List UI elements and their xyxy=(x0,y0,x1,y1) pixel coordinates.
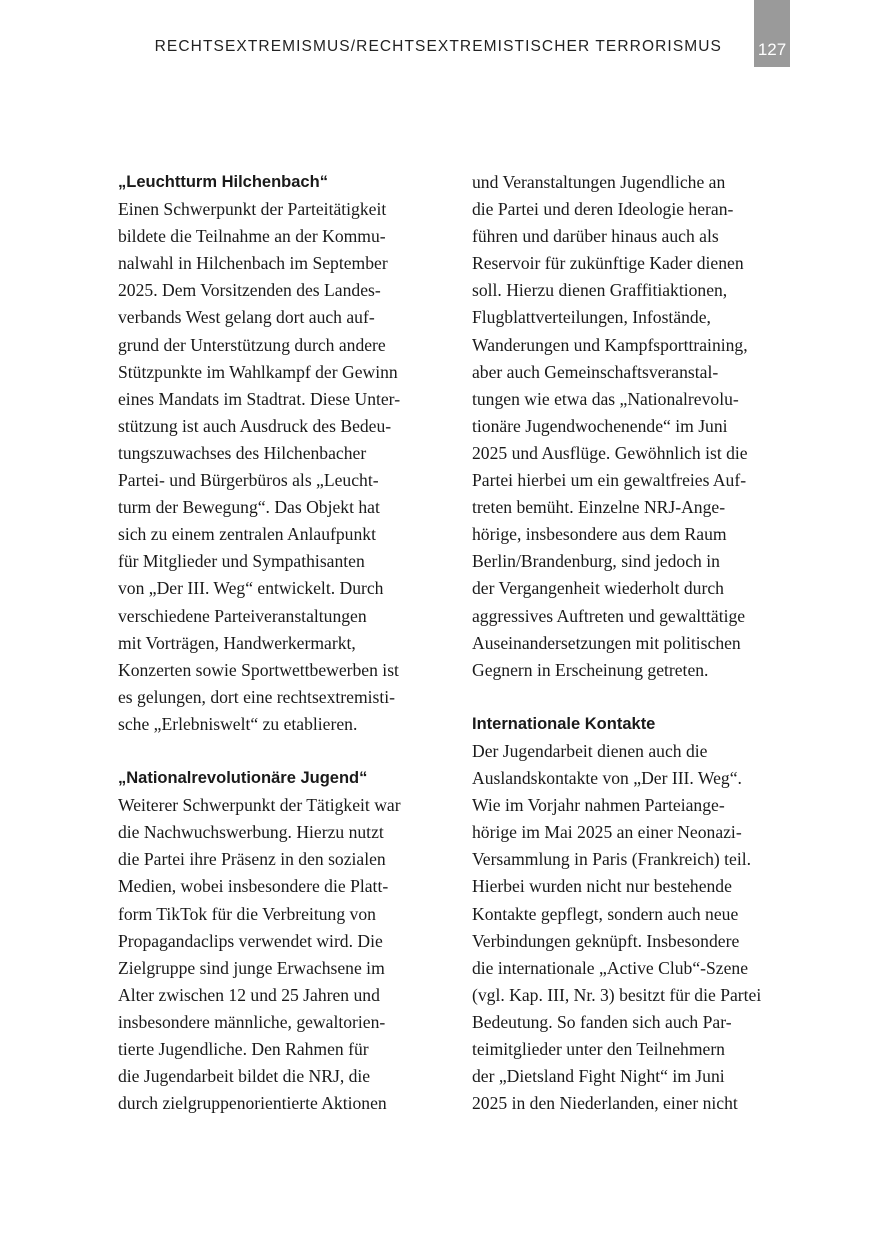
section-body-jugend xyxy=(118,792,440,1117)
paragraph-gap xyxy=(118,738,440,765)
text-line: die Jugendarbeit bildet die NRJ, die xyxy=(118,1066,371,1087)
text-line: verbands West gelang dort auch auf- xyxy=(118,307,375,328)
text-line: soll. Hierzu dienen Graffitiaktionen, xyxy=(472,280,728,301)
section-body-leuchtturm xyxy=(118,196,440,738)
text-line: teimitglieder unter den Teilnehmern xyxy=(472,1039,725,1059)
text-line: Verbindungen geknüpft. Insbesondere xyxy=(472,930,740,951)
page-number: 127 xyxy=(757,40,787,59)
text-line: Wie im Vorjahr nahmen Parteiange- xyxy=(472,795,725,816)
text-line: der Vergangenheit wiederholt durch xyxy=(472,578,724,599)
text-line: die Partei ihre Präsenz in den sozialen xyxy=(118,849,386,870)
text-line: Kontakte gepflegt, sondern auch neue xyxy=(472,903,739,924)
text-line: treten bemüht. Einzelne NRJ-Ange- xyxy=(472,497,726,518)
text-line: es gelungen, dort eine rechtsextremisti- xyxy=(118,686,396,707)
text-line: Konzerten sowie Sportwettbewerben ist xyxy=(118,659,399,680)
text-line: Berlin/Brandenburg, sind jedoch in xyxy=(472,551,720,572)
text-line: Einen Schwerpunkt der Parteitätigkeit xyxy=(118,199,387,220)
text-line: Flugblattverteilungen, Infostände, xyxy=(472,307,711,328)
text-line: für Mitglieder und Sympathisanten xyxy=(118,551,365,572)
text-line: Stützpunkte im Wahlkampf der Gewinn xyxy=(118,361,398,382)
text-line: die Partei und deren Ideologie heran- xyxy=(472,199,734,220)
text-line: Alter zwischen 12 und 25 Jahren und xyxy=(118,984,380,1005)
text-line: Bedeutung. So fanden sich auch Par- xyxy=(472,1011,732,1032)
text-line: nalwahl in Hilchenbach im September xyxy=(118,253,388,274)
text-line: aggressives Auftreten und gewalttätige xyxy=(472,605,746,626)
section-heading-jugend: „Nationalrevolutionäre Jugend“ xyxy=(118,769,368,788)
text-line: (vgl. Kap. III, Nr. 3) besitzt für die Partei xyxy=(472,984,762,1005)
text-line: durch zielgruppenorientierte Aktionen xyxy=(118,1093,387,1114)
text-line: die Nachwuchswerbung. Hierzu nutzt xyxy=(118,822,384,843)
text-line: tierte Jugendliche. Den Rahmen für xyxy=(118,1039,369,1059)
text-line: Propagandaclips verwendet wird. Die xyxy=(118,930,383,951)
text-line: Partei hierbei um ein gewaltfreies Auf- xyxy=(472,470,747,491)
text-line: insbesondere männliche, gewaltorien- xyxy=(118,1011,386,1032)
text-line: der „Dietsland Fight Night“ im Juni xyxy=(472,1066,725,1087)
text-line: Zielgruppe sind junge Erwachsene im xyxy=(118,957,385,978)
text-line: Partei- und Bürgerbüros als „Leucht- xyxy=(118,470,379,491)
section-heading-kontakte: Internationale Kontakte xyxy=(472,714,656,733)
text-line: von „Der III. Weg“ entwickelt. Durch xyxy=(118,578,384,599)
text-line: eines Mandats im Stadtrat. Diese Unter- xyxy=(118,388,401,409)
right-column xyxy=(472,169,794,1117)
text-line: 2025 und Ausflüge. Gewöhnlich ist die xyxy=(472,442,748,463)
text-line: hörige, insbesondere aus dem Raum xyxy=(472,524,727,545)
text-line: Versammlung in Paris (Frankreich) teil. xyxy=(472,849,751,870)
text-line: Wanderungen und Kampfsporttraining, xyxy=(472,334,748,355)
text-line: form TikTok für die Verbreitung von xyxy=(118,903,376,924)
text-line: hörige im Mai 2025 an einer Neonazi- xyxy=(472,822,742,843)
text-line: grund der Unterstützung durch andere xyxy=(118,334,386,355)
page-number-tab xyxy=(754,0,790,67)
text-line: sche „Erlebniswelt“ zu etablieren. xyxy=(118,713,358,734)
text-line: tungen wie etwa das „Nationalrevolu- xyxy=(472,388,739,409)
text-line: turm der Bewegung“. Das Objekt hat xyxy=(118,497,380,518)
text-line: und Veranstaltungen Jugendliche an xyxy=(472,172,726,192)
text-line: die internationale „Active Club“-Szene xyxy=(472,957,749,978)
text-line: tungszuwachses des Hilchenbacher xyxy=(118,442,367,463)
text-line: Der Jugendarbeit dienen auch die xyxy=(472,740,708,761)
text-line: sich zu einem zentralen Anlaufpunkt xyxy=(118,524,376,545)
text-line: 2025. Dem Vorsitzenden des Landes- xyxy=(118,280,381,301)
text-line: tionäre Jugendwochenende“ im Juni xyxy=(472,415,728,436)
section-body-jugend-continued xyxy=(472,169,794,684)
section-heading-leuchtturm: „Leuchtturm Hilchenbach“ xyxy=(118,173,328,191)
text-line: bildete die Teilnahme an der Kommu- xyxy=(118,226,386,247)
text-line: aber auch Gemeinschaftsveranstal- xyxy=(472,361,719,382)
text-line: Gegnern in Erscheinung getreten. xyxy=(472,659,709,680)
text-line: Auslandskontakte von „Der III. Weg“. xyxy=(472,768,742,789)
text-line: Weiterer Schwerpunkt der Tätigkeit war xyxy=(118,795,401,816)
text-line: Medien, wobei insbesondere die Platt- xyxy=(118,876,389,897)
text-line: Auseinandersetzungen mit politischen xyxy=(472,632,741,653)
text-line: mit Vorträgen, Handwerkermarkt, xyxy=(118,632,356,653)
section-body-kontakte xyxy=(472,738,794,1117)
text-line: 2025 in den Niederlanden, einer nicht xyxy=(472,1093,738,1114)
text-line: führen und darüber hinaus auch als xyxy=(472,226,719,247)
left-column xyxy=(118,169,440,1117)
paragraph-gap xyxy=(472,684,794,711)
text-line: Reservoir für zukünftige Kader dienen xyxy=(472,253,744,274)
text-line: verschiedene Parteiveranstaltungen xyxy=(118,605,367,626)
text-line: stützung ist auch Ausdruck des Bedeu- xyxy=(118,415,392,436)
running-title: RECHTSEXTREMISMUS/RECHTSEXTREMISTISCHER TERRORISMUS xyxy=(154,38,722,55)
text-line: Hierbei wurden nicht nur bestehende xyxy=(472,876,732,897)
